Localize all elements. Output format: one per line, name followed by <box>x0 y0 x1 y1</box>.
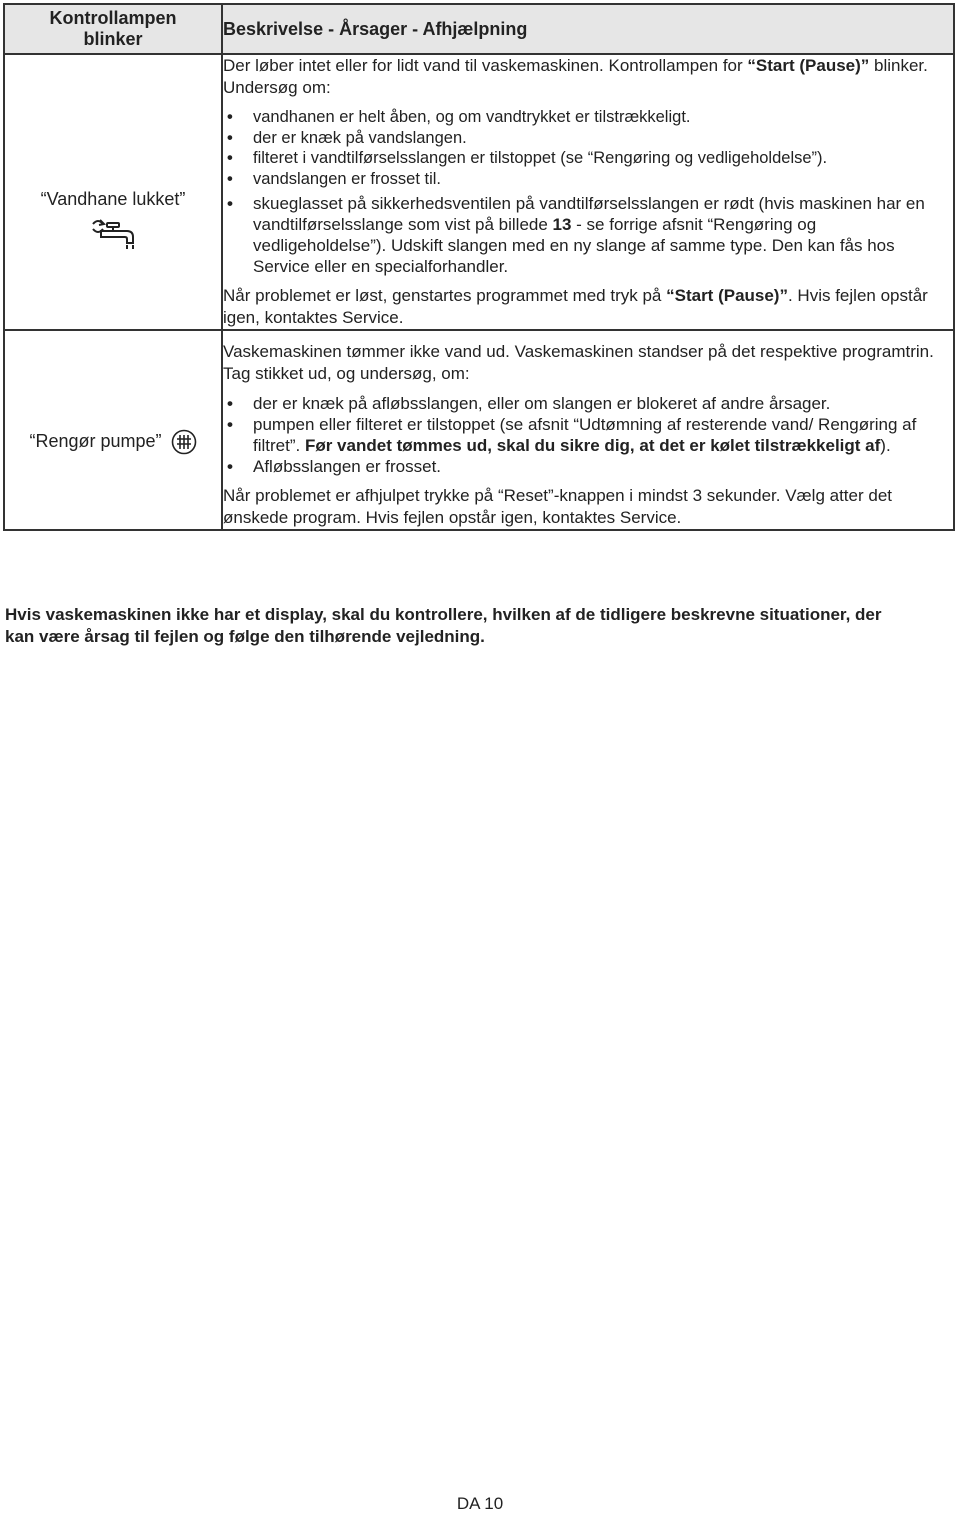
list-item: • der er knæk på vandslangen. <box>227 128 467 147</box>
tap-check-heading: Undersøg om: <box>223 78 331 97</box>
header-indicator-line1: Kontrollampen <box>49 8 177 28</box>
list-item: • Afløbsslangen er frosset. <box>227 457 442 476</box>
table-header-row <box>4 4 954 54</box>
list-item: • vandhanen er helt åben, og om vandtrykket er tilstrækkeligt. <box>227 108 691 126</box>
pump-icon <box>171 429 197 455</box>
table-row-tap-closed <box>4 54 954 330</box>
pump-outro: Når problemet er afhjulpet trykke på “Reset”-knappen i mindst 3 sekunder. Vælg atter det ønskede program. Hvis fejlen opstår igen, kontaktes Service. <box>223 486 893 527</box>
description-cell-clean-pump <box>222 330 954 530</box>
tap-check-list <box>223 107 953 189</box>
tap-intro-end: blinker. <box>869 56 928 75</box>
indicator-label-clean-pump: “Rengør pumpe” <box>29 430 162 451</box>
tap-intro-text: Der løber intet eller for lidt vand til vaskemaskinen. Kontrollampen for <box>223 56 748 75</box>
table-row-clean-pump <box>4 330 954 530</box>
indicator-cell-tap-closed <box>4 54 222 330</box>
header-indicator-column <box>4 4 222 54</box>
header-indicator-line2: blinker <box>83 29 143 49</box>
indicator-label-tap-closed: “Vandhane lukket” <box>40 189 186 209</box>
tap-check-list-cont <box>223 193 953 277</box>
tap-outro: Når problemet er løst, genstartes programmet med tryk på “Start (Pause)”. Hvis fejlen opstår igen, kontaktes Service. <box>223 286 928 327</box>
list-item: • pumpen eller filteret er tilstoppet (se afsnit “Udtømning af resterende vand/ Rengøring af filtret”. Før vandet tømmes ud, skal du sikre dig, at det er kølet tilstrækkeligt af). <box>227 415 917 455</box>
list-item: • filteret i vandtilførselsslangen er tilstoppet (se “Rengøring og vedligeholdelse”). <box>227 149 828 167</box>
header-description-column: Beskrivelse - Årsager - Afhjælpning <box>222 4 954 54</box>
description-cell-tap-closed <box>222 54 954 330</box>
list-item: • skueglasset på sikkerhedsventilen på vandtilførselsslangen er rødt (hvis maskinen har en vandtilførselsslange som vist på billede 13 - se forrige afsnit “Rengøring og vedligeholdelse”). Udskift slangen med en ny slange af samme type. Den kan fås hos Service eller en specialforhandler. <box>227 194 925 276</box>
indicator-cell-clean-pump <box>4 330 222 530</box>
troubleshooting-table <box>3 3 955 531</box>
water-tap-icon <box>87 214 139 254</box>
list-item: • vandslangen er frosset til. <box>227 169 442 188</box>
tap-intro <box>223 55 953 77</box>
page-number: DA 10 <box>456 1494 504 1513</box>
no-display-note: Hvis vaskemaskinen ikke har et display, skal du kontrollere, hvilken af de tidligere beskrevne situationer, der kan være årsag til fejlen og følge den tilhørende vejledning. <box>5 605 882 646</box>
pump-check-list <box>223 393 953 477</box>
tap-intro-start-pause: “Start (Pause)” <box>747 56 870 75</box>
list-item: • der er knæk på afløbsslangen, eller om slangen er blokeret af andre årsager. <box>227 394 831 413</box>
pump-intro: Vaskemaskinen tømmer ikke vand ud. Vaskemaskinen standser på det respektive programtrin. Tag stikket ud, og undersøg, om: <box>223 342 934 383</box>
